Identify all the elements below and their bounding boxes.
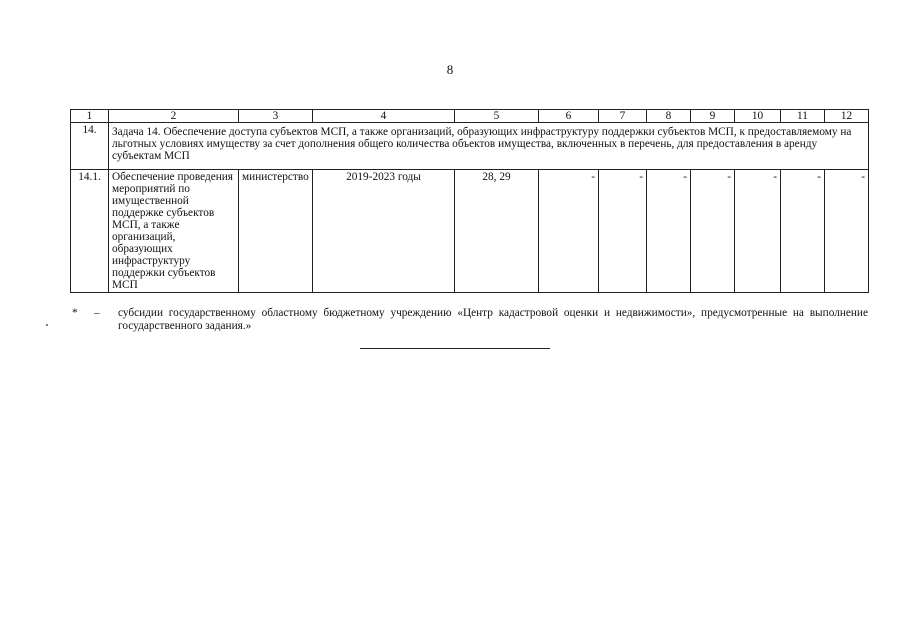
footnote-text: субсидии государственному областному бюджетному учреждению «Центр кадастровой оценки и недвижимости», предусмотренные на выполнение государственного задания.» — [118, 307, 868, 332]
column-number: 12 — [825, 110, 869, 123]
footnote — [70, 307, 868, 333]
column-number: 5 — [455, 110, 539, 123]
table-row — [71, 170, 869, 293]
value-cell: - — [539, 170, 599, 293]
column-number: 3 — [239, 110, 313, 123]
end-rule — [360, 348, 550, 349]
executor-cell: министерство — [239, 170, 313, 293]
column-number: 4 — [313, 110, 455, 123]
column-number: 9 — [691, 110, 735, 123]
column-number: 7 — [599, 110, 647, 123]
column-number: 1 — [71, 110, 109, 123]
task-row — [71, 123, 869, 170]
value-cell: - — [691, 170, 735, 293]
column-number: 11 — [781, 110, 825, 123]
value-cell: - — [781, 170, 825, 293]
value-cell: - — [825, 170, 869, 293]
plan-table — [70, 109, 869, 293]
period-cell: 2019-2023 годы — [313, 170, 455, 293]
value-cell: - — [599, 170, 647, 293]
column-number: 2 — [109, 110, 239, 123]
activity-cell: Обеспечение проведения мероприятий по имущественной поддержке субъектов МСП, а также организаций, образующих инфраструктуру поддержки субъектов МСП — [109, 170, 239, 293]
value-cell: - — [647, 170, 691, 293]
value-cell: - — [735, 170, 781, 293]
column-number-row — [71, 110, 869, 123]
footnote-dash: – — [94, 307, 100, 319]
task-number: 14. — [71, 123, 109, 170]
page-number: 8 — [446, 62, 454, 77]
column-number: 10 — [735, 110, 781, 123]
row-number: 14.1. — [71, 170, 109, 293]
footnote-mark: * — [72, 307, 78, 319]
column-number: 8 — [647, 110, 691, 123]
column-number: 6 — [539, 110, 599, 123]
indicators-cell: 28, 29 — [455, 170, 539, 293]
task-text: Задача 14. Обеспечение доступа субъектов МСП, а также организаций, образующих инфраструктуру поддержки субъектов МСП, к предоставляемому на льготных условиях имуществу за счет дополнения общего количества объектов имущества, включенных в перечень, для предоставления в аренду субъектам МСП — [109, 123, 869, 170]
scan-speck — [46, 324, 48, 326]
